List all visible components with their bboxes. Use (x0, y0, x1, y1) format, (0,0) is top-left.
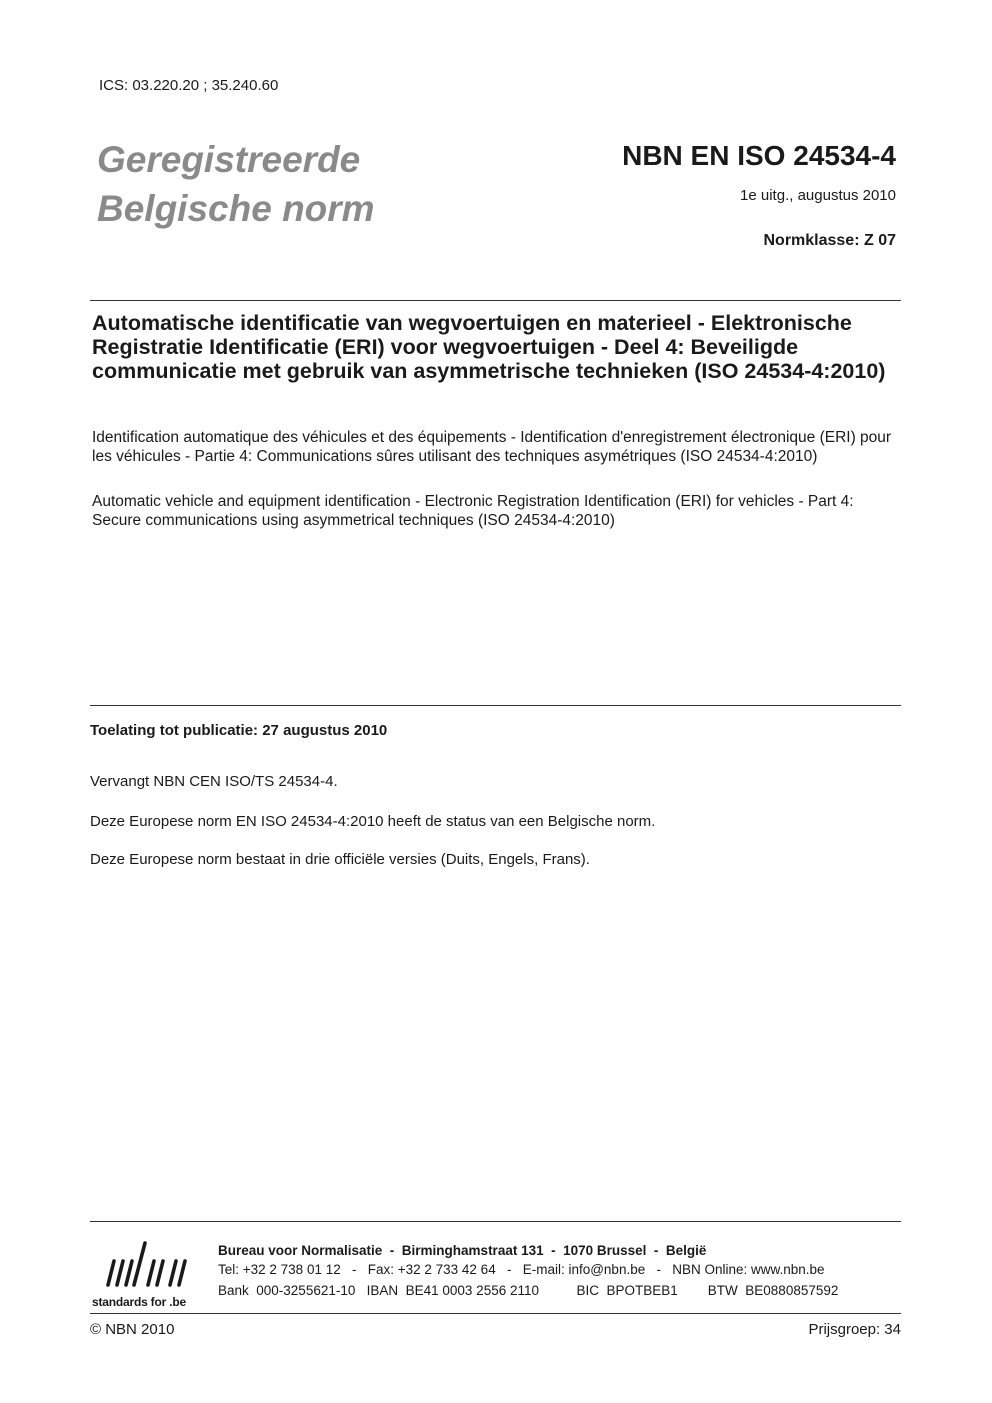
normklasse: Normklasse: Z 07 (763, 232, 896, 249)
registered-standard-heading (97, 135, 375, 233)
nbn-logo-icon (90, 1237, 202, 1289)
french-title: Identification automatique des véhicules et des équipements - Identification d'enregistrement électronique (ERI) pour les véhicules - Partie 4: Communications sûres utilisant des techniques asymétriques (ISO 24534-4:2010) (92, 429, 892, 465)
divider-top (90, 300, 901, 301)
ics-codes: ICS: 03.220.20 ; 35.240.60 (99, 77, 279, 94)
versions-note: Deze Europese norm bestaat in drie officiële versies (Duits, Engels, Frans). (90, 851, 590, 868)
publication-date: Toelating tot publicatie: 27 augustus 2010 (90, 722, 388, 739)
dutch-title: Automatische identificatie van wegvoertuigen en materieel - Elektronische Registratie Identificatie (ERI) voor wegvoertuigen - Deel 4: Beveiligde communicatie met gebruik van asymmetrische technieken (ISO 24534-4:2010) (92, 311, 886, 383)
english-title: Automatic vehicle and equipment identification - Electronic Registration Identification (ERI) for vehicles - Part 4: Secure communications using asymmetrical techniques (ISO 24534-4:2010) (92, 493, 854, 529)
divider-middle (90, 705, 901, 706)
divider-bottom (90, 1313, 901, 1314)
replaces-note: Vervangt NBN CEN ISO/TS 24534-4. (90, 773, 338, 790)
standard-number: NBN EN ISO 24534-4 (622, 140, 896, 171)
registered-line-1: Geregistreerde (97, 139, 361, 180)
copyright: © NBN 2010 (90, 1321, 175, 1338)
price-group: Prijsgroep: 34 (808, 1321, 901, 1338)
footer-contact: Tel: +32 2 738 01 12 - Fax: +32 2 733 42 64 - E-mail: info@nbn.be - NBN Online: www.nbn.be (218, 1262, 825, 1277)
divider-footer (90, 1221, 901, 1222)
footer-bank: Bank 000-3255621-10 IBAN BE41 0003 2556 2110 BIC BPOTBEB1 BTW BE0880857592 (218, 1283, 839, 1298)
registered-line-2: Belgische norm (97, 188, 375, 229)
status-note: Deze Europese norm EN ISO 24534-4:2010 heeft de status van een Belgische norm. (90, 813, 656, 830)
footer-address: Bureau voor Normalisatie - Birminghamstraat 131 - 1070 Brussel - België (218, 1243, 707, 1258)
nbn-logo (90, 1237, 202, 1307)
logo-tagline: standards for .be (92, 1295, 186, 1309)
edition: 1e uitg., augustus 2010 (740, 187, 896, 204)
